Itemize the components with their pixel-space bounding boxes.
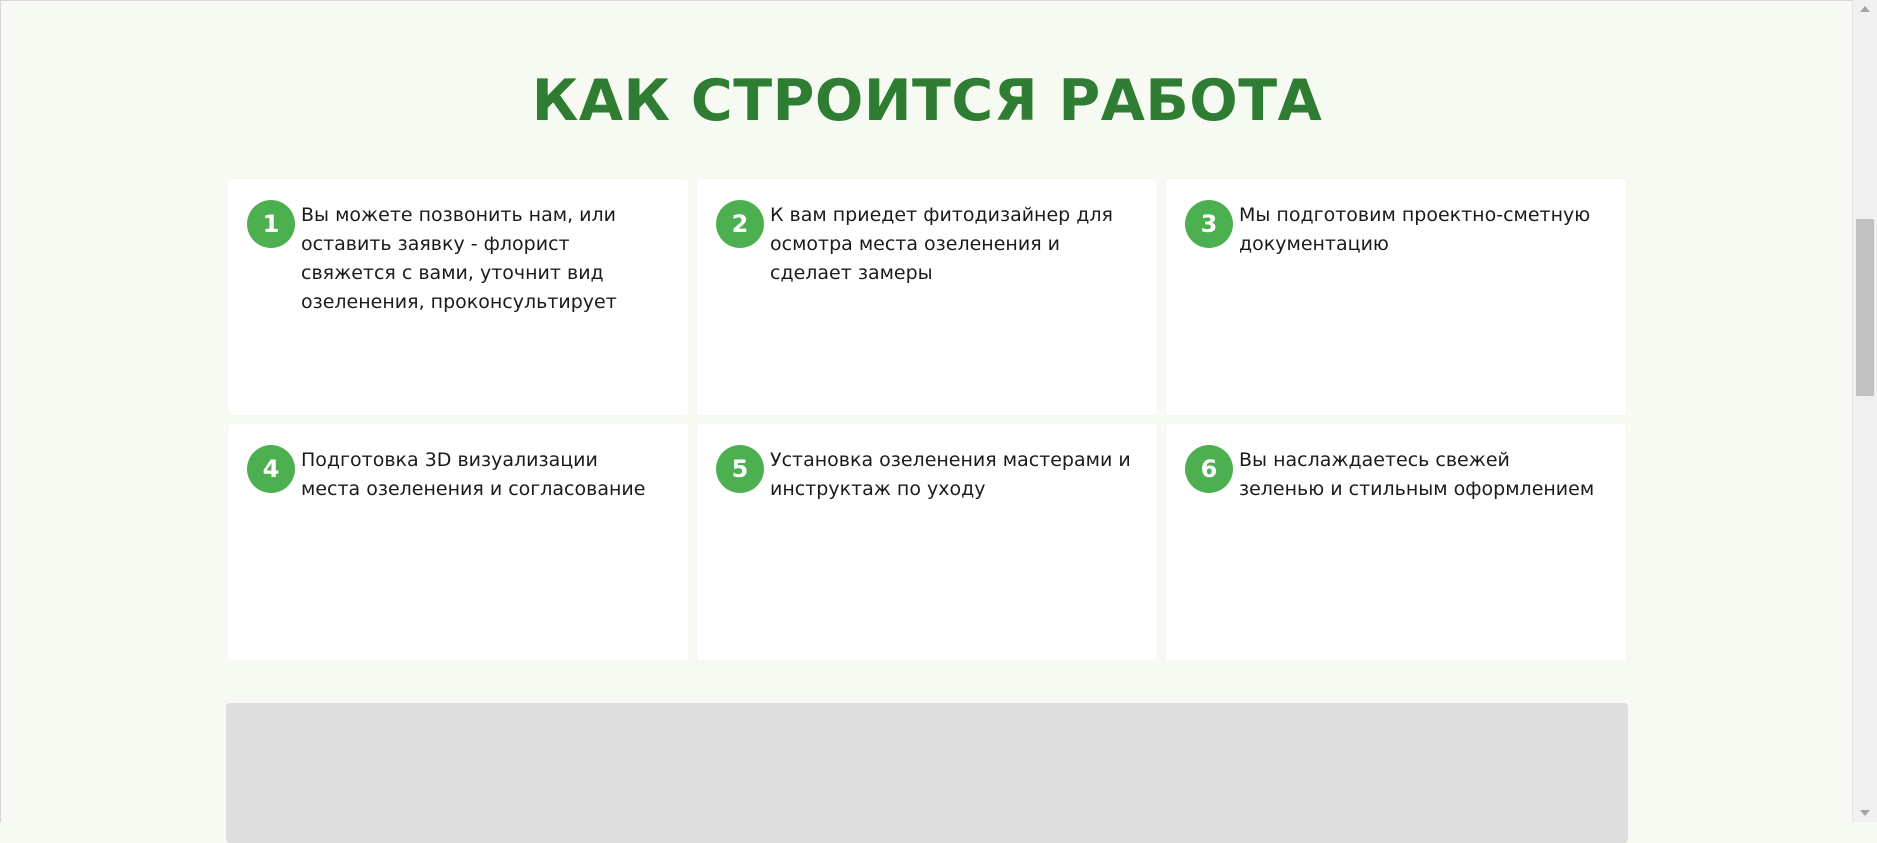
vertical-scrollbar[interactable] bbox=[1852, 0, 1877, 822]
step-card bbox=[1166, 424, 1626, 660]
step-text: Установка озеленения мастерами и инструктаж по уходу bbox=[770, 449, 1131, 500]
step-text: Подготовка 3D визуализации места озеленения и согласование bbox=[301, 449, 646, 500]
step-number-badge: 2 bbox=[716, 200, 764, 248]
step-number-badge: 5 bbox=[716, 445, 764, 493]
scroll-down-arrow-icon[interactable] bbox=[1853, 804, 1877, 822]
step-text: Мы подготовим проектно-сметную документацию bbox=[1239, 204, 1591, 255]
step-number-badge: 6 bbox=[1185, 445, 1233, 493]
step-number-badge: 1 bbox=[247, 200, 295, 248]
image-placeholder bbox=[226, 703, 1628, 843]
step-card bbox=[697, 179, 1157, 415]
step-card bbox=[228, 179, 688, 415]
step-number-badge: 3 bbox=[1185, 200, 1233, 248]
step-text: К вам приедет фитодизайнер для осмотра места озеленения и сделает замеры bbox=[770, 204, 1113, 284]
scrollbar-thumb[interactable] bbox=[1856, 219, 1874, 396]
step-text: Вы можете позвонить нам, или оставить заявку - флорист свяжется с вами, уточнит вид озеленения, проконсультирует bbox=[301, 204, 617, 313]
scroll-up-arrow-icon[interactable] bbox=[1853, 0, 1877, 18]
steps-grid bbox=[228, 179, 1628, 660]
step-card bbox=[697, 424, 1157, 660]
step-number-badge: 4 bbox=[247, 445, 295, 493]
step-text: Вы наслаждаетесь свежей зеленью и стильным оформлением bbox=[1239, 449, 1595, 500]
step-card bbox=[1166, 179, 1626, 415]
section-title: КАК СТРОИТСЯ РАБОТА bbox=[531, 68, 1323, 134]
step-card bbox=[228, 424, 688, 660]
